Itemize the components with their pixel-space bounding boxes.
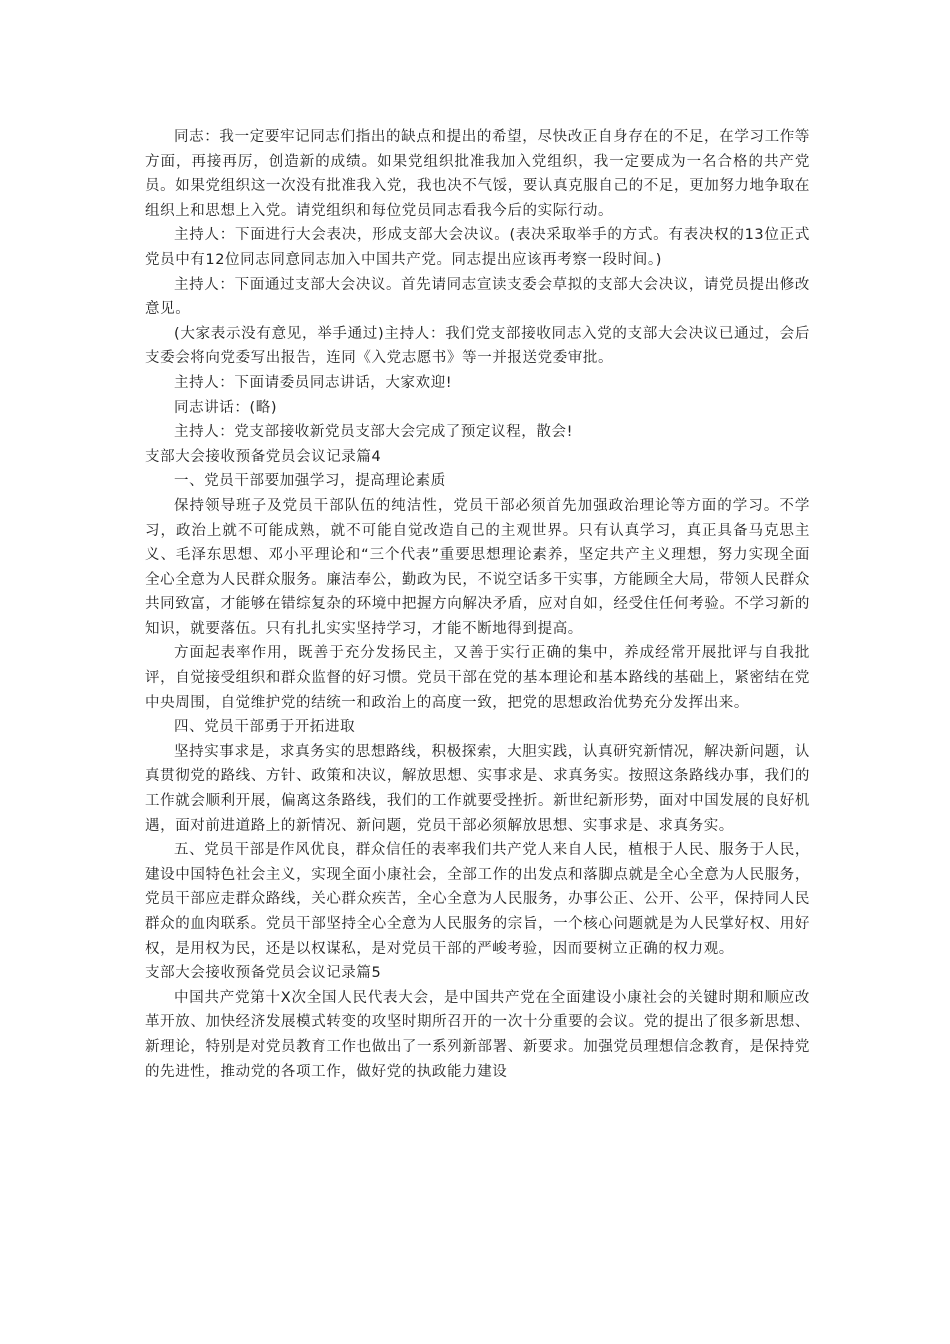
- paragraph: 主持人：下面请委员同志讲话，大家欢迎!: [174, 374, 453, 391]
- section-heading: 支部大会接收预备党员会议记录篇4: [145, 448, 382, 465]
- section-heading: 支部大会接收预备党员会议记录篇5: [145, 965, 382, 982]
- subheading: 四、党员干部勇于开拓进取: [174, 719, 356, 736]
- paragraph: 五、党员干部是作风优良，群众信任的表率我们共产党人来自人民，植根于人民、服务于人民，建设中国特色社会主义，实现全面小康社会，全部工作的出发点和落脚点就是全心全意为人民服务，党员干部应走群众路线，关心群众疾苦，全心全意为人民服务，办事公正、公开、公平，保持同人民群众的血肉联系。党员干部坚持全心全意为人民服务的宗旨，一个核心问题就是为人民掌好权、用好权，是用权为民，还是以权谋私，是对党员干部的严峻考验，因而要树立正确的权力观。: [145, 842, 810, 957]
- paragraph: 同志：我一定要牢记同志们指出的缺点和提出的希望，尽快改正自身存在的不足，在学习工作等方面，再接再厉，创造新的成绩。如果党组织批准我加入党组织，我一定要成为一名合格的共产党员。如果党组织这一次没有批准我入党，我也决不气馁，要认真克服自己的不足，更加努力地争取在组织上和思想上入党。请党组织和每位党员同志看我今后的实际行动。: [145, 129, 810, 219]
- paragraph: 主持人：下面进行大会表决，形成支部大会决议。(表决采取举手的方式。有表决权的13位正式党员中有12位同志同意同志加入中国共产党。同志提出应该再考察一段时间。): [145, 227, 810, 268]
- paragraph: 同志讲话：(略): [174, 399, 278, 416]
- paragraph: 主持人：下面通过支部大会决议。首先请同志宣读支委会草拟的支部大会决议，请党员提出修改意见。: [145, 276, 810, 318]
- paragraph: 保持领导班子及党员干部队伍的纯洁性，党员干部必须首先加强政治理论等方面的学习。不学习，政治上就不可能成熟，就不可能自觉改造自己的主观世界。只有认真学习，真正具备马克思主义、毛泽东思想、邓小平理论和“三个代表”重要思想理论素养，坚定共产主义理想，努力实现全面全心全意为人民群众服务。廉洁奉公，勤政为民，不说空话多干实事，方能顾全大局，带领人民群众共同致富，才能够在错综复杂的环境中把握方向解决矛盾，应对自如，经受住任何考验。不学习新的知识，就要落伍。只有扎扎实实坚持学习，才能不断地得到提高。: [145, 497, 810, 637]
- paragraph: 坚持实事求是，求真务实的思想路线，积极探索，大胆实践，认真研究新情况，解决新问题，认真贯彻党的路线、方针、政策和决议，解放思想、实事求是、求真务实。按照这条路线办事，我们的工作就会顺利开展，偏离这条路线，我们的工作就要受挫折。新世纪新形势，面对中国发展的良好机遇，面对前进道路上的新情况、新问题，党员干部必须解放思想、实事求是、求真务实。: [145, 743, 810, 834]
- paragraph: 中国共产党第十X次全国人民代表大会，是中国共产党在全面建设小康社会的关键时期和顺应改革开放、加快经济发展模式转变的攻坚时期所召开的一次十分重要的会议。党的提出了很多新思想、新理论，特别是对党员教育工作也做出了一系列新部署、新要求。加强党员理想信念教育，是保持党的先进性，推动党的各项工作，做好党的执政能力建设: [145, 989, 810, 1080]
- paragraph: (大家表示没有意见，举手通过)主持人：我们党支部接收同志入党的支部大会决议已通过，会后支委会将向党委写出报告，连同《入党志愿书》等一并报送党委审批。: [145, 325, 810, 367]
- paragraph: 方面起表率作用，既善于充分发扬民主，又善于实行正确的集中，养成经常开展批评与自我批评，自觉接受组织和群众监督的好习惯。党员干部在党的基本理论和基本路线的基础上，紧密结在党中央周围，自觉维护党的结统一和政治上的高度一致，把党的思想政治优势充分发挥出来。: [145, 645, 810, 711]
- paragraph: 主持人：党支部接收新党员支部大会完成了预定议程，散会!: [174, 424, 574, 441]
- document-body: [145, 125, 810, 1084]
- subheading: 一、党员干部要加强学习，提高理论素质: [174, 473, 446, 490]
